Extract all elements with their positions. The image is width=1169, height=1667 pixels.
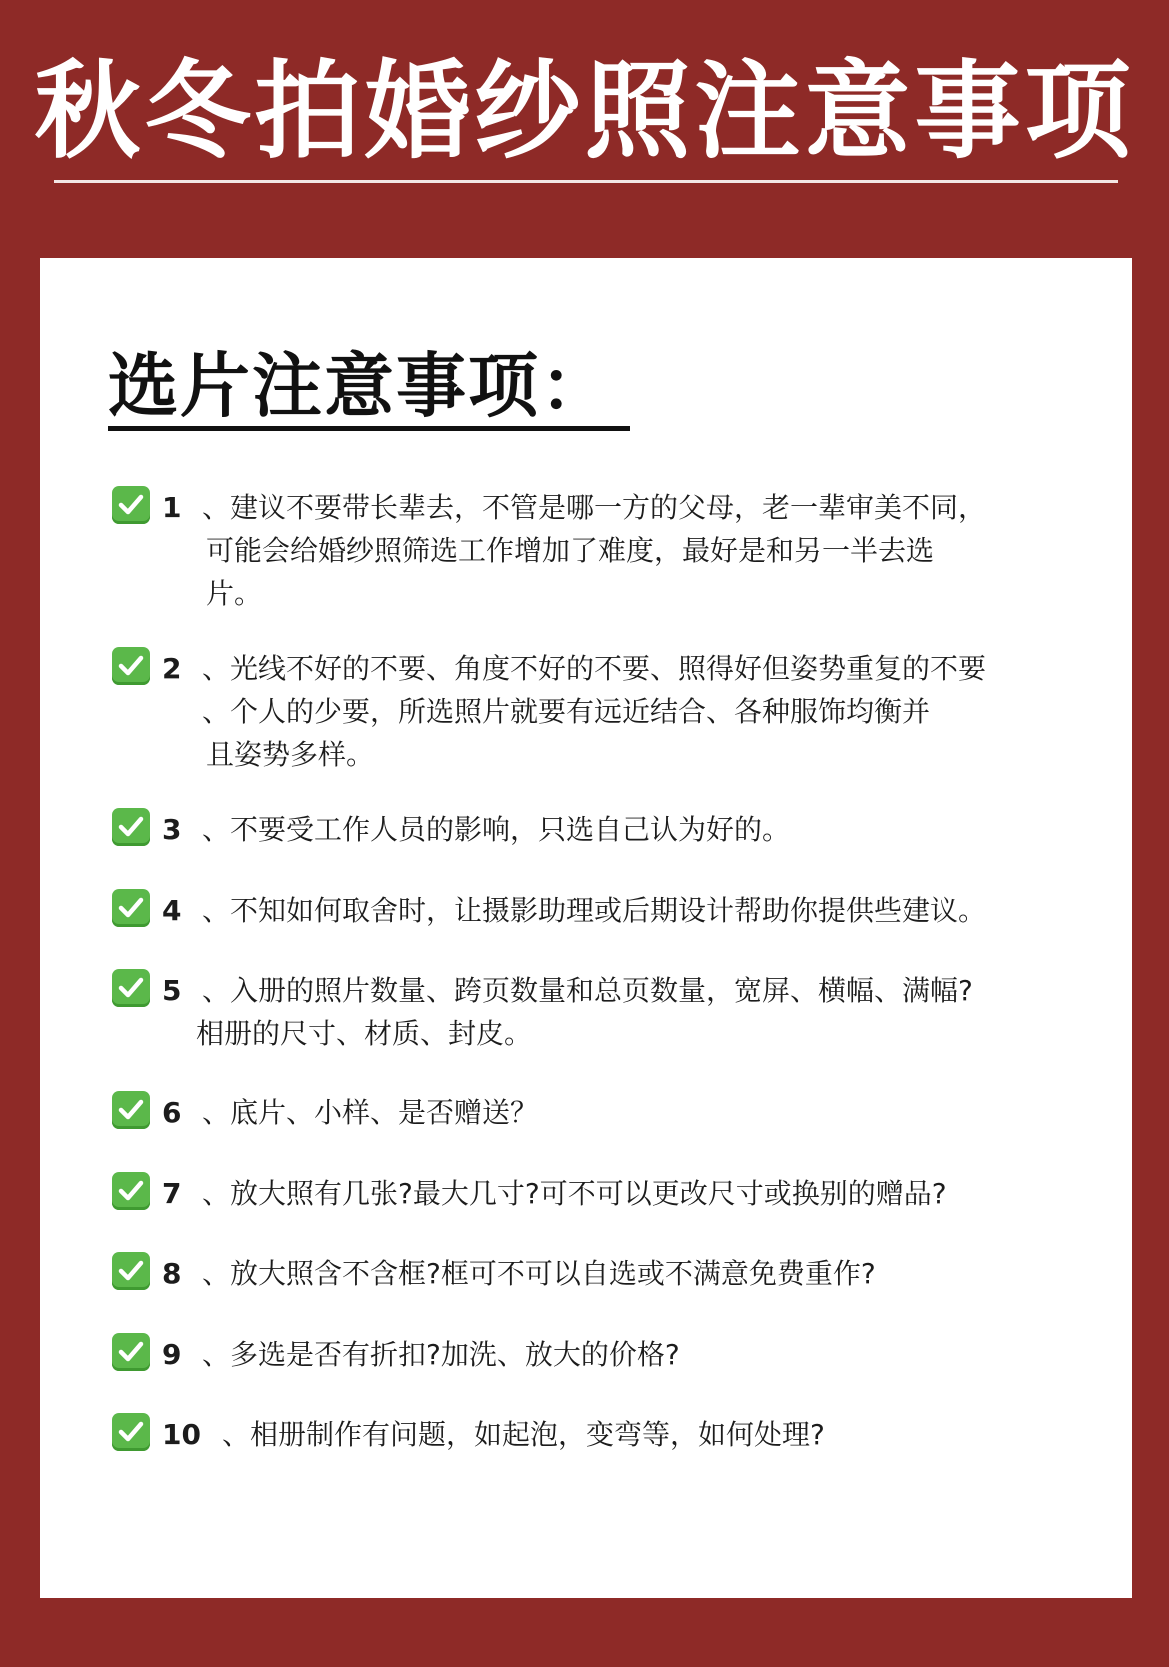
item-line: 、建议不要带长辈去，不管是哪一方的父母，老一辈审美不同， — [202, 491, 987, 524]
item-text — [202, 647, 1072, 776]
item-text — [202, 889, 1072, 932]
item-line: 、入册的照片数量、跨页数量和总页数量，宽屏、横幅、满幅? — [202, 974, 973, 1007]
item-number: 1 — [162, 491, 182, 524]
item-text — [222, 1413, 1072, 1456]
item-line: 片。 — [206, 577, 263, 610]
check-mark-icon — [112, 969, 150, 1007]
item-text — [196, 969, 1072, 1055]
item-text — [202, 486, 1072, 615]
item-text — [202, 1333, 1072, 1376]
check-mark-icon — [112, 808, 150, 846]
item-number: 7 — [162, 1177, 182, 1210]
item-number: 5 — [162, 974, 182, 1007]
item-line: 、放大照有几张?最大几寸?可不可以更改尺寸或换别的赠品? — [202, 1177, 947, 1210]
item-line: 、相册制作有问题，如起泡，变弯等，如何处理? — [222, 1418, 825, 1451]
section-heading: 选片注意事项： — [108, 346, 630, 431]
item-line: 、不知如何取舍时，让摄影助理或后期设计帮助你提供些建议。 — [202, 894, 987, 927]
item-number: 8 — [162, 1257, 182, 1290]
item-line: 相册的尺寸、材质、封皮。 — [196, 1017, 533, 1050]
check-mark-icon — [112, 1333, 150, 1371]
item-text — [202, 1091, 1072, 1134]
item-number: 6 — [162, 1096, 182, 1129]
check-mark-icon — [112, 1413, 150, 1451]
item-line: 、光线不好的不要、角度不好的不要、照得好但姿势重复的不要 — [202, 652, 987, 685]
item-number: 2 — [162, 652, 182, 685]
item-line: 、个人的少要，所选照片就要有远近结合、各种服饰均衡并 — [202, 695, 931, 728]
item-number: 10 — [162, 1418, 201, 1451]
content-card — [40, 258, 1132, 1598]
check-mark-icon — [112, 1172, 150, 1210]
item-text — [202, 808, 1072, 851]
check-mark-icon — [112, 647, 150, 685]
check-mark-icon — [112, 1252, 150, 1290]
item-line: 、底片、小样、是否赠送？ — [202, 1096, 539, 1129]
item-number: 4 — [162, 894, 182, 927]
item-line: 且姿势多样。 — [206, 738, 375, 771]
item-line: 、不要受工作人员的影响，只选自己认为好的。 — [202, 813, 791, 846]
item-text — [202, 1252, 1072, 1295]
check-mark-icon — [112, 889, 150, 927]
item-line: 、放大照含不含框?框可不可以自选或不满意免费重作? — [202, 1257, 876, 1290]
item-number: 9 — [162, 1338, 182, 1371]
page-title: 秋冬拍婚纱照注意事项 — [34, 50, 1135, 173]
item-text — [202, 1172, 1072, 1215]
item-line: 可能会给婚纱照筛选工作增加了难度，最好是和另一半去选 — [206, 534, 935, 567]
title-divider — [54, 180, 1118, 183]
check-mark-icon — [112, 486, 150, 524]
item-number: 3 — [162, 813, 182, 846]
check-mark-icon — [112, 1091, 150, 1129]
item-line: 、多选是否有折扣?加洗、放大的价格? — [202, 1338, 680, 1371]
